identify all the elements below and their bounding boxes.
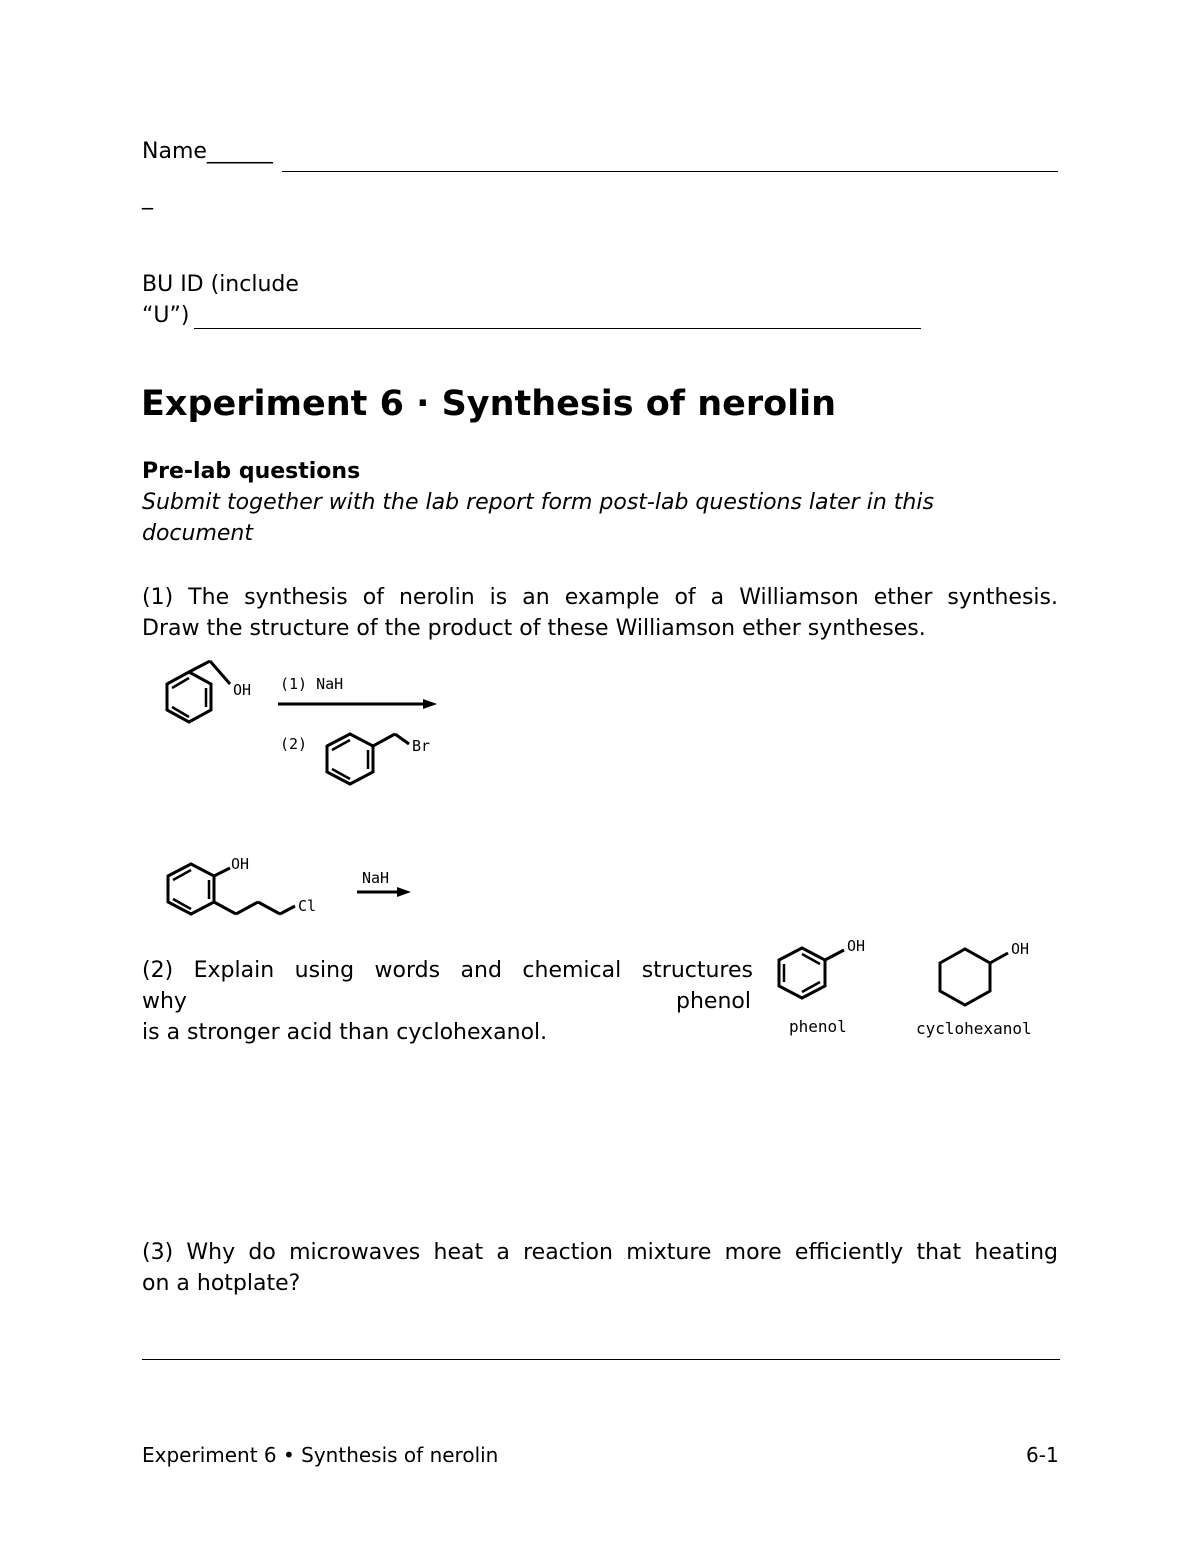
reaction2-reagent-label: NaH: [362, 869, 390, 887]
name-field-label: [142, 136, 273, 167]
reagent-br-label: Br: [412, 737, 431, 755]
reaction2-arrow: [357, 887, 411, 897]
name-input-line[interactable]: [282, 150, 1058, 172]
phenol-structure: [779, 948, 844, 998]
reactant-oh-label: OH: [233, 681, 252, 699]
buid-label-line1: BU ID (include: [142, 272, 299, 297]
cyclohexanol-structure: [940, 949, 1008, 1005]
page-title: Experiment 6 · Synthesis of nerolin: [141, 384, 837, 424]
cyclohexanol-oh-label: OH: [1011, 940, 1030, 958]
phenol-oh-label: OH: [847, 937, 866, 955]
benzyl-alcohol-structure: [167, 661, 230, 722]
q1-line1: (1) The synthesis of nerolin is an example of a Williamson ether synthesis.: [142, 585, 1058, 610]
prelab-instructions-line2: document: [142, 521, 253, 546]
name-label: Name: [142, 139, 207, 164]
q2-line3: is a stronger acid than cyclohexanol.: [142, 1020, 548, 1045]
reaction2-scheme: [150, 848, 430, 928]
q3-line2: on a hotplate?: [142, 1271, 301, 1296]
step1-label: (1) NaH: [280, 675, 344, 693]
reaction2-cl-label: Cl: [298, 897, 317, 915]
reaction1-scheme: [130, 660, 460, 800]
q2-line1: (2) Explain using words and chemical structures: [142, 958, 753, 983]
footer-divider: [142, 1359, 1060, 1360]
step2-label: (2): [280, 735, 308, 753]
reaction1-arrow: [278, 699, 437, 709]
name-underscores: ______: [206, 139, 273, 164]
q3-line1: (3) Why do microwaves heat a reaction mixture more efficiently that heating: [142, 1240, 1058, 1265]
buid-input-line[interactable]: [194, 306, 921, 329]
phenol-label: phenol: [789, 1017, 847, 1036]
footer-left: Experiment 6 • Synthesis of nerolin: [142, 1443, 499, 1467]
q2-line2-left: why: [142, 989, 187, 1014]
reaction2-oh-label: OH: [231, 855, 250, 873]
q2-structures: [770, 930, 1070, 1045]
cyclohexanol-label: cyclohexanol: [916, 1019, 1032, 1038]
q2-line2-right: phenol: [676, 989, 751, 1014]
prelab-heading: Pre-lab questions: [142, 459, 361, 484]
buid-label-line2: “U”): [142, 303, 190, 328]
benzyl-bromide-structure: [327, 734, 409, 784]
footer-page-number: 6-1: [1026, 1443, 1059, 1467]
q1-line2: Draw the structure of the product of these Williamson ether syntheses.: [142, 616, 926, 641]
prelab-instructions-line1: Submit together with the lab report form post-lab questions later in this: [142, 490, 934, 515]
name-wrap-underscore: _: [142, 185, 153, 210]
